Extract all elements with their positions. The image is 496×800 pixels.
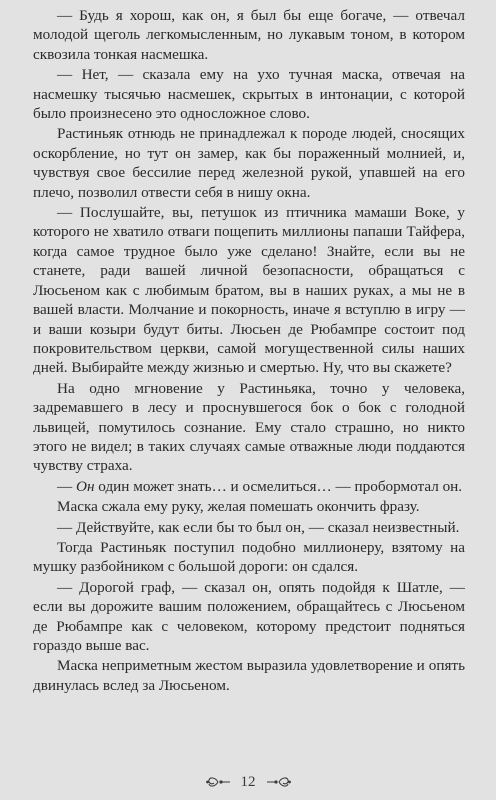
paragraph-6: — Он один может знать… и осмелиться… — пробормотал он. bbox=[57, 477, 463, 495]
paragraph-5: На одно мгновение у Растиньяка, точно у человека, задремавшего в лесу и проснувшегося бок о бок с голодной львицей, помутилось сознание. Ему стало страшно, но никто этого не видел; в таких случаях самые отважные люди поддаются чувству страха. bbox=[33, 379, 465, 475]
paragraph-10: — Дорогой граф, — сказал он, опять подойдя к Шатле, — если вы дорожите вашим положением, обращайтесь с Люсьеном де Рюбампре как с человеком, которому предстоит подняться гораздо выше вас. bbox=[33, 578, 465, 654]
paragraph-9: Тогда Растиньяк поступил подобно миллионеру, взятому на мушку разбойником с большой дороги: он сдался. bbox=[33, 538, 465, 576]
page-number: 12 bbox=[240, 773, 256, 790]
paragraph-1: — Будь я хорош, как он, я был бы еще богаче, — отвечал молодой щеголь легкомысленным, но лукавым тоном, в котором сквозила тонкая насмешка. bbox=[33, 7, 465, 63]
italic-word: Он bbox=[75, 477, 95, 495]
page-footer bbox=[0, 770, 496, 794]
text-column bbox=[33, 6, 465, 695]
paragraph-3: Растиньяк отнюдь не принадлежал к породе людей, сносящих оскорбление, но тут он замер, как бы пораженный молнией, и, чувствуя свое бессилие перед железной рукой, упавшей на его плечо, позволил отвести себя в нишу окна. bbox=[33, 125, 465, 201]
floral-ornament-icon bbox=[266, 775, 292, 789]
paragraph-11: Маска неприметным жестом выразила удовлетворение и опять двинулась вслед за Люсьеном. bbox=[33, 657, 465, 694]
paragraph-7: Маска сжала ему руку, желая помешать окончить фразу. bbox=[57, 498, 420, 516]
paragraph-8: — Действуйте, как если бы то был он, — сказал неизвестный. bbox=[57, 518, 460, 536]
paragraph-4: — Послушайте, вы, петушок из птичника мамаши Воке, у которого не хватило отваги пощепить миллионы папаши Тайфера, когда самое трудное было уже сделано! Знайте, если вы не станете, ради вашей личной безопасности, обращаться с Люсьеном как с любимым братом, вы в наших руках, а мы не в вашей власти. Молчание и покорность, иначе я вступлю в игру — и ваши козыри будут биты. Люсьен де Рюбампре состоит под покровительством церкви, самой могущественной силы наших дней. Выбирайте между жизнью и смертью. Ну, что вы скажете? bbox=[33, 204, 465, 377]
floral-ornament-icon bbox=[205, 775, 231, 789]
paragraph-2: — Нет, — сказала ему на ухо тучная маска, отвечая на насмешку тысячью насмешек, скрытых в интонации, с которой было произнесено это односложное слово. bbox=[33, 66, 465, 123]
paragraph-6-rest: один может знать… и осмелиться… — пробормотал он. bbox=[94, 477, 463, 495]
